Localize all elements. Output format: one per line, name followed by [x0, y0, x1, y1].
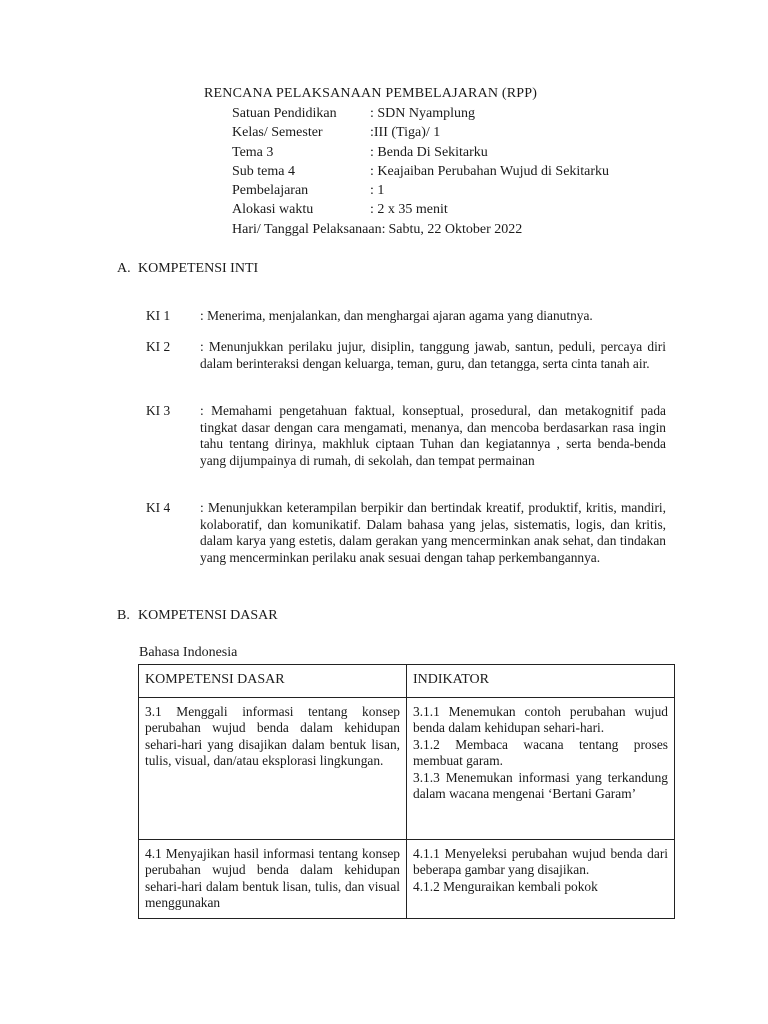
meta-row-kelas [232, 125, 440, 144]
indikator-item: 3.1.3 Menemukan informasi yang terkandung dalam wacana mengenai ‘Bertani Garam’ [413, 769, 668, 801]
ki-item-3 [146, 403, 666, 469]
ki-text: : Memahami pengetahuan faktual, konseptual, prosedural, dan metakognitif pada tingkat dasar dengan cara mengamati, menanya, dan mencoba berdasarkan rasa ingin tahu tentang dirinya, makhluk ciptaan Tuhan dan kegiatannya , serta benda-benda yang dijumpainya di rumah, di sekolah, dan tempat permainan [200, 403, 666, 468]
table-cell-kd: 3.1 Menggali informasi tentang konsep perubahan wujud benda dalam kehidupan sehari-hari yang disajikan dalam bentuk lisan, tulis, visual, dan/atau eksplorasi lingkungan. [139, 697, 407, 839]
meta-value: : 1 [370, 183, 385, 198]
section-number: B. [117, 608, 130, 623]
meta-value: : Keajaiban Perubahan Wujud di Sekitarku [370, 164, 610, 179]
meta-key: Satuan Pendidikan [232, 106, 337, 121]
indikator-item: 4.1.1 Menyeleksi perubahan wujud benda dari beberapa gambar yang disajikan. [413, 845, 668, 877]
table-header-row [139, 665, 675, 698]
section-title: KOMPETENSI DASAR [138, 608, 278, 623]
meta-value: Sabtu, 22 Oktober 2022 [388, 222, 523, 237]
section-number: A. [117, 261, 131, 276]
table-header-kd: KOMPETENSI DASAR [139, 665, 407, 698]
ki-text: : Menunjukkan keterampilan berpikir dan bertindak kreatif, produktif, kritis, mandiri, kolaboratif, dan komunikatif. Dalam bahasa yang jelas, sistematis, logis, dan kritis, dalam karya yang estetis, dalam gerakan yang mencerminkan anak sehat, dan tindakan yang mencerminkan perilaku anak sesuai dengan tahap perkembangannya. [200, 500, 666, 565]
ki-text: : Menerima, menjalankan, dan menghargai ajaran agama yang dianutnya. [200, 308, 593, 323]
meta-key: Kelas/ Semester [232, 125, 323, 140]
table-cell-indikator [407, 839, 675, 918]
subject-heading: Bahasa Indonesia [139, 645, 238, 660]
meta-row-satuan [232, 106, 475, 125]
meta-key: Tema 3 [232, 145, 274, 160]
section-title: KOMPETENSI INTI [138, 261, 259, 276]
ki-item-4 [146, 500, 666, 566]
section-heading-kompetensi-inti [117, 261, 258, 277]
indikator-item: 3.1.2 Membaca wacana tentang proses membuat garam. [413, 736, 668, 768]
ki-item-2 [146, 339, 666, 372]
indikator-list [413, 846, 668, 896]
meta-row-pembelajaran [232, 183, 384, 202]
ki-label: KI 2 [146, 339, 171, 354]
ki-item-1 [146, 308, 666, 325]
indikator-item: 4.1.2 Menguraikan kembali pokok [413, 878, 598, 894]
meta-row-subtema [232, 164, 609, 183]
table-row [139, 839, 675, 918]
indikator-item: 3.1.1 Menemukan contoh perubahan wujud benda dalam kehidupan sehari-hari. [413, 703, 668, 735]
meta-value: : Benda Di Sekitarku [370, 145, 488, 160]
section-heading-kompetensi-dasar [117, 608, 278, 624]
meta-value: :III (Tiga)/ 1 [370, 125, 441, 140]
ki-label: KI 4 [146, 500, 171, 515]
ki-text: : Menunjukkan perilaku jujur, disiplin, tanggung jawab, santun, peduli, percaya diri dalam berinteraksi dengan keluarga, teman, guru, dan tetangga, serta cinta tanah air. [200, 339, 666, 371]
document-title: RENCANA PELAKSANAAN PEMBELAJARAN (RPP) [204, 86, 538, 101]
table-row [139, 697, 675, 839]
ki-label: KI 3 [146, 403, 171, 418]
kd-text: 4.1 Menyajikan hasil informasi tentang konsep perubahan wujud benda dalam kehidupan sehari-hari dalam bentuk lisan, tulis, dan visual menggunakan [145, 845, 400, 910]
table-header-indikator: INDIKATOR [407, 665, 675, 698]
meta-key: Hari/ Tanggal Pelaksanaan: [232, 222, 386, 237]
kompetensi-table [138, 664, 675, 919]
meta-row-tanggal [232, 222, 522, 241]
meta-row-alokasi [232, 202, 448, 221]
meta-key: Pembelajaran [232, 183, 309, 198]
table-cell-kd [139, 839, 407, 918]
table-cell-indikator [407, 697, 675, 839]
meta-key: Sub tema 4 [232, 164, 295, 179]
meta-value: : 2 x 35 menit [370, 202, 448, 217]
meta-key: Alokasi waktu [232, 202, 314, 217]
ki-label: KI 1 [146, 308, 171, 323]
meta-row-tema [232, 145, 488, 164]
meta-value: : SDN Nyamplung [370, 106, 475, 121]
